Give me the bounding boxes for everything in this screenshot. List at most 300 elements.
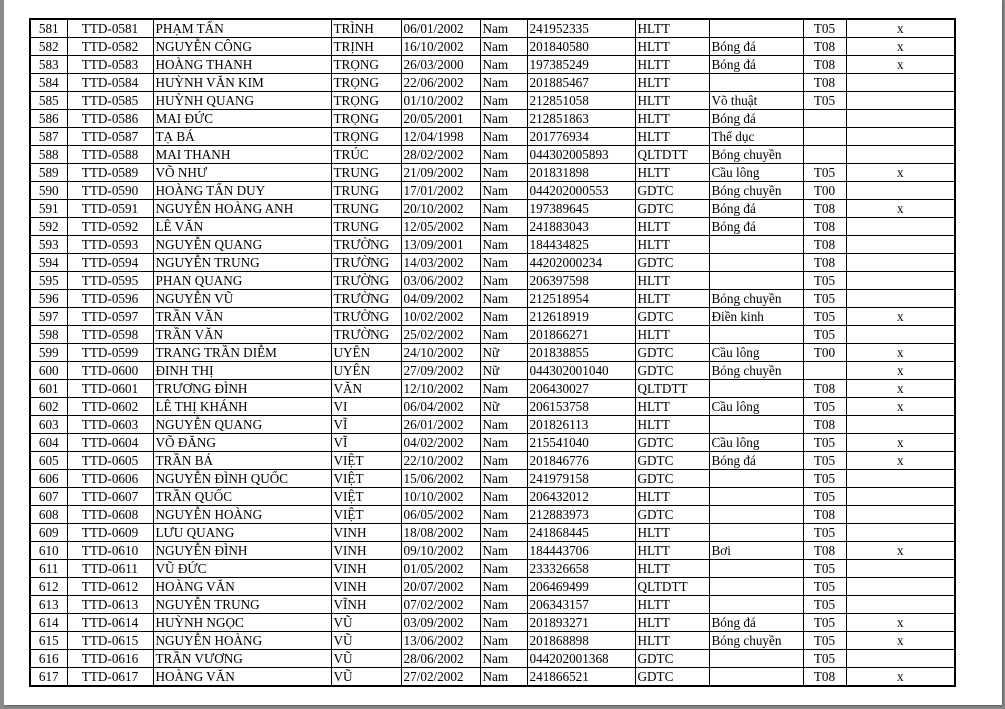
given-name-cell: TRỌNG	[331, 56, 401, 74]
mark-cell: x	[846, 668, 955, 687]
group-code-cell	[803, 110, 846, 128]
major-cell: GDTC	[635, 200, 709, 218]
date-of-birth-cell: 16/10/2002	[401, 38, 480, 56]
gender-cell: Nam	[480, 272, 527, 290]
given-name-cell: VIỆT	[331, 506, 401, 524]
date-of-birth-cell: 12/10/2002	[401, 380, 480, 398]
given-name-cell: VINH	[331, 578, 401, 596]
given-name-cell: UYÊN	[331, 344, 401, 362]
id-number-cell: 201838855	[527, 344, 635, 362]
mark-cell: x	[846, 614, 955, 632]
table-row	[30, 452, 955, 470]
sport-cell: Bóng đá	[709, 614, 803, 632]
major-cell: HLTT	[635, 398, 709, 416]
sport-cell	[709, 416, 803, 434]
gender-cell: Nam	[480, 614, 527, 632]
gender-cell: Nam	[480, 488, 527, 506]
gender-cell: Nam	[480, 19, 527, 38]
gender-cell: Nam	[480, 416, 527, 434]
table-row	[30, 398, 955, 416]
given-name-cell: VŨ	[331, 632, 401, 650]
sport-cell: Cầu lông	[709, 344, 803, 362]
id-number-cell: 241883043	[527, 218, 635, 236]
row-number-cell: 610	[30, 542, 67, 560]
major-cell: HLTT	[635, 632, 709, 650]
sport-cell: Bóng đá	[709, 452, 803, 470]
student-code-cell: TTD-0614	[67, 614, 153, 632]
gender-cell: Nam	[480, 506, 527, 524]
table-row	[30, 560, 955, 578]
sport-cell: Thể dục	[709, 128, 803, 146]
student-code-cell: TTD-0585	[67, 92, 153, 110]
gender-cell: Nam	[480, 218, 527, 236]
date-of-birth-cell: 10/10/2002	[401, 488, 480, 506]
sport-cell	[709, 380, 803, 398]
family-middle-name-cell: NGUYỄN TRUNG	[153, 254, 331, 272]
student-code-cell: TTD-0588	[67, 146, 153, 164]
given-name-cell: TRƯỜNG	[331, 290, 401, 308]
major-cell: GDTC	[635, 434, 709, 452]
row-number-cell: 598	[30, 326, 67, 344]
table-row	[30, 416, 955, 434]
major-cell: QLTDTT	[635, 578, 709, 596]
family-middle-name-cell: NGUYỄN TRUNG	[153, 596, 331, 614]
date-of-birth-cell: 28/06/2002	[401, 650, 480, 668]
gender-cell: Nam	[480, 146, 527, 164]
student-code-cell: TTD-0607	[67, 488, 153, 506]
row-number-cell: 582	[30, 38, 67, 56]
family-middle-name-cell: NGUYỄN CÔNG	[153, 38, 331, 56]
sport-cell	[709, 578, 803, 596]
family-middle-name-cell: HUỲNH NGỌC	[153, 614, 331, 632]
mark-cell	[846, 92, 955, 110]
id-number-cell: 212851058	[527, 92, 635, 110]
family-middle-name-cell: NGUYỄN VŨ	[153, 290, 331, 308]
group-code-cell: T05	[803, 650, 846, 668]
id-number-cell: 197389645	[527, 200, 635, 218]
sport-cell	[709, 254, 803, 272]
major-cell: HLTT	[635, 236, 709, 254]
id-number-cell: 212851863	[527, 110, 635, 128]
student-code-cell: TTD-0609	[67, 524, 153, 542]
date-of-birth-cell: 28/02/2002	[401, 146, 480, 164]
given-name-cell: VĨ	[331, 434, 401, 452]
mark-cell	[846, 236, 955, 254]
row-number-cell: 588	[30, 146, 67, 164]
table-row	[30, 470, 955, 488]
family-middle-name-cell: TRẦN VĂN	[153, 326, 331, 344]
student-code-cell: TTD-0612	[67, 578, 153, 596]
id-number-cell: 044202000553	[527, 182, 635, 200]
given-name-cell: TRỌNG	[331, 74, 401, 92]
student-code-cell: TTD-0611	[67, 560, 153, 578]
date-of-birth-cell: 09/10/2002	[401, 542, 480, 560]
major-cell: HLTT	[635, 19, 709, 38]
sport-cell	[709, 668, 803, 687]
mark-cell: x	[846, 308, 955, 326]
mark-cell	[846, 146, 955, 164]
table-row	[30, 308, 955, 326]
given-name-cell: TRỌNG	[331, 128, 401, 146]
row-number-cell: 604	[30, 434, 67, 452]
id-number-cell: 184434825	[527, 236, 635, 254]
mark-cell	[846, 650, 955, 668]
table-row	[30, 614, 955, 632]
student-code-cell: TTD-0615	[67, 632, 153, 650]
table-row	[30, 218, 955, 236]
group-code-cell: T08	[803, 254, 846, 272]
row-number-cell: 581	[30, 19, 67, 38]
given-name-cell: TRƯỜNG	[331, 254, 401, 272]
major-cell: GDTC	[635, 362, 709, 380]
table-row	[30, 326, 955, 344]
sport-cell: Bóng chuyền	[709, 362, 803, 380]
student-code-cell: TTD-0582	[67, 38, 153, 56]
family-middle-name-cell: TRƯƠNG ĐÌNH	[153, 380, 331, 398]
sport-cell	[709, 596, 803, 614]
mark-cell: x	[846, 398, 955, 416]
id-number-cell: 241952335	[527, 19, 635, 38]
id-number-cell: 201826113	[527, 416, 635, 434]
group-code-cell: T08	[803, 416, 846, 434]
row-number-cell: 617	[30, 668, 67, 687]
table-row	[30, 38, 955, 56]
group-code-cell: T08	[803, 236, 846, 254]
mark-cell: x	[846, 200, 955, 218]
family-middle-name-cell: TẠ BÁ	[153, 128, 331, 146]
gender-cell: Nam	[480, 326, 527, 344]
date-of-birth-cell: 04/02/2002	[401, 434, 480, 452]
group-code-cell: T00	[803, 182, 846, 200]
given-name-cell: VINH	[331, 542, 401, 560]
student-code-cell: TTD-0617	[67, 668, 153, 687]
given-name-cell: VŨ	[331, 650, 401, 668]
date-of-birth-cell: 20/07/2002	[401, 578, 480, 596]
sport-cell: Bơi	[709, 542, 803, 560]
sport-cell	[709, 272, 803, 290]
id-number-cell: 241868445	[527, 524, 635, 542]
given-name-cell: TRUNG	[331, 218, 401, 236]
row-number-cell: 613	[30, 596, 67, 614]
given-name-cell: TRỌNG	[331, 92, 401, 110]
gender-cell: Nam	[480, 560, 527, 578]
student-code-cell: TTD-0605	[67, 452, 153, 470]
group-code-cell: T05	[803, 19, 846, 38]
gender-cell: Nam	[480, 380, 527, 398]
gender-cell: Nam	[480, 578, 527, 596]
date-of-birth-cell: 12/05/2002	[401, 218, 480, 236]
given-name-cell: VĂN	[331, 380, 401, 398]
mark-cell: x	[846, 19, 955, 38]
id-number-cell: 201866271	[527, 326, 635, 344]
row-number-cell: 607	[30, 488, 67, 506]
sport-cell: Bóng chuyền	[709, 182, 803, 200]
date-of-birth-cell: 15/06/2002	[401, 470, 480, 488]
group-code-cell: T08	[803, 668, 846, 687]
id-number-cell: 206469499	[527, 578, 635, 596]
sport-cell: Võ thuật	[709, 92, 803, 110]
date-of-birth-cell: 20/10/2002	[401, 200, 480, 218]
student-code-cell: TTD-0604	[67, 434, 153, 452]
group-code-cell: T05	[803, 596, 846, 614]
sport-cell: Bóng đá	[709, 110, 803, 128]
major-cell: GDTC	[635, 668, 709, 687]
given-name-cell: VĨ	[331, 416, 401, 434]
gender-cell: Nam	[480, 164, 527, 182]
major-cell: GDTC	[635, 650, 709, 668]
major-cell: QLTDTT	[635, 146, 709, 164]
id-number-cell: 044302005893	[527, 146, 635, 164]
row-number-cell: 585	[30, 92, 67, 110]
table-row	[30, 596, 955, 614]
row-number-cell: 596	[30, 290, 67, 308]
group-code-cell: T05	[803, 434, 846, 452]
date-of-birth-cell: 18/08/2002	[401, 524, 480, 542]
family-middle-name-cell: TRẦN QUỐC	[153, 488, 331, 506]
group-code-cell: T08	[803, 200, 846, 218]
table-row	[30, 236, 955, 254]
date-of-birth-cell: 25/02/2002	[401, 326, 480, 344]
given-name-cell: TRỌNG	[331, 110, 401, 128]
family-middle-name-cell: PHAN QUANG	[153, 272, 331, 290]
mark-cell	[846, 110, 955, 128]
mark-cell	[846, 560, 955, 578]
student-code-cell: TTD-0610	[67, 542, 153, 560]
table-row	[30, 74, 955, 92]
id-number-cell: 206397598	[527, 272, 635, 290]
date-of-birth-cell: 03/09/2002	[401, 614, 480, 632]
student-code-cell: TTD-0594	[67, 254, 153, 272]
row-number-cell: 611	[30, 560, 67, 578]
major-cell: GDTC	[635, 470, 709, 488]
mark-cell	[846, 182, 955, 200]
table-row	[30, 380, 955, 398]
gender-cell: Nam	[480, 308, 527, 326]
gender-cell: Nam	[480, 524, 527, 542]
group-code-cell: T05	[803, 488, 846, 506]
student-code-cell: TTD-0581	[67, 19, 153, 38]
family-middle-name-cell: HUỲNH QUANG	[153, 92, 331, 110]
gender-cell: Nam	[480, 56, 527, 74]
major-cell: HLTT	[635, 218, 709, 236]
gender-cell: Nam	[480, 650, 527, 668]
major-cell: QLTDTT	[635, 380, 709, 398]
row-number-cell: 583	[30, 56, 67, 74]
table-row	[30, 578, 955, 596]
sport-cell: Điền kinh	[709, 308, 803, 326]
major-cell: HLTT	[635, 128, 709, 146]
family-middle-name-cell: TRẦN VĂN	[153, 308, 331, 326]
table-row	[30, 290, 955, 308]
gender-cell: Nam	[480, 290, 527, 308]
student-code-cell: TTD-0602	[67, 398, 153, 416]
mark-cell: x	[846, 344, 955, 362]
date-of-birth-cell: 13/06/2002	[401, 632, 480, 650]
date-of-birth-cell: 06/04/2002	[401, 398, 480, 416]
row-number-cell: 608	[30, 506, 67, 524]
group-code-cell: T05	[803, 470, 846, 488]
id-number-cell: 044302001040	[527, 362, 635, 380]
id-number-cell: 201831898	[527, 164, 635, 182]
row-number-cell: 615	[30, 632, 67, 650]
table-row	[30, 650, 955, 668]
gender-cell: Nam	[480, 452, 527, 470]
row-number-cell: 591	[30, 200, 67, 218]
student-code-cell: TTD-0591	[67, 200, 153, 218]
student-code-cell: TTD-0598	[67, 326, 153, 344]
family-middle-name-cell: NGUYỄN ĐÌNH	[153, 542, 331, 560]
gender-cell: Nữ	[480, 398, 527, 416]
mark-cell	[846, 74, 955, 92]
family-middle-name-cell: HOÀNG TẤN DUY	[153, 182, 331, 200]
group-code-cell: T05	[803, 614, 846, 632]
student-code-cell: TTD-0596	[67, 290, 153, 308]
student-code-cell: TTD-0606	[67, 470, 153, 488]
document-page	[4, 0, 1002, 705]
family-middle-name-cell: NGUYỄN HOÀNG	[153, 632, 331, 650]
gender-cell: Nam	[480, 434, 527, 452]
row-number-cell: 586	[30, 110, 67, 128]
group-code-cell: T08	[803, 218, 846, 236]
date-of-birth-cell: 06/05/2002	[401, 506, 480, 524]
family-middle-name-cell: HOÀNG VĂN	[153, 578, 331, 596]
major-cell: HLTT	[635, 92, 709, 110]
mark-cell: x	[846, 380, 955, 398]
major-cell: GDTC	[635, 182, 709, 200]
given-name-cell: VŨ	[331, 614, 401, 632]
family-middle-name-cell: ĐINH THỊ	[153, 362, 331, 380]
row-number-cell: 599	[30, 344, 67, 362]
date-of-birth-cell: 26/03/2000	[401, 56, 480, 74]
row-number-cell: 612	[30, 578, 67, 596]
date-of-birth-cell: 04/09/2002	[401, 290, 480, 308]
major-cell: HLTT	[635, 110, 709, 128]
row-number-cell: 609	[30, 524, 67, 542]
row-number-cell: 606	[30, 470, 67, 488]
major-cell: GDTC	[635, 308, 709, 326]
family-middle-name-cell: HOÀNG THANH	[153, 56, 331, 74]
mark-cell	[846, 596, 955, 614]
mark-cell: x	[846, 362, 955, 380]
group-code-cell: T05	[803, 398, 846, 416]
gender-cell: Nữ	[480, 344, 527, 362]
sport-cell	[709, 524, 803, 542]
group-code-cell	[803, 146, 846, 164]
table-row	[30, 344, 955, 362]
given-name-cell: VINH	[331, 560, 401, 578]
id-number-cell: 206343157	[527, 596, 635, 614]
mark-cell	[846, 272, 955, 290]
table-row	[30, 488, 955, 506]
major-cell: GDTC	[635, 344, 709, 362]
id-number-cell: 44202000234	[527, 254, 635, 272]
date-of-birth-cell: 13/09/2001	[401, 236, 480, 254]
sport-cell	[709, 236, 803, 254]
major-cell: HLTT	[635, 272, 709, 290]
date-of-birth-cell: 21/09/2002	[401, 164, 480, 182]
given-name-cell: TRƯỜNG	[331, 272, 401, 290]
gender-cell: Nam	[480, 110, 527, 128]
table-row	[30, 254, 955, 272]
gender-cell: Nam	[480, 470, 527, 488]
group-code-cell: T05	[803, 524, 846, 542]
group-code-cell: T00	[803, 344, 846, 362]
major-cell: HLTT	[635, 56, 709, 74]
family-middle-name-cell: NGUYỄN QUANG	[153, 236, 331, 254]
major-cell: GDTC	[635, 506, 709, 524]
family-middle-name-cell: VÕ NHƯ	[153, 164, 331, 182]
date-of-birth-cell: 06/01/2002	[401, 19, 480, 38]
family-middle-name-cell: NGUYỄN HOÀNG ANH	[153, 200, 331, 218]
major-cell: GDTC	[635, 452, 709, 470]
sport-cell: Bóng chuyền	[709, 632, 803, 650]
family-middle-name-cell: PHẠM TẤN	[153, 19, 331, 38]
table-row	[30, 632, 955, 650]
group-code-cell: T08	[803, 380, 846, 398]
table-row	[30, 164, 955, 182]
student-code-cell: TTD-0616	[67, 650, 153, 668]
id-number-cell: 212518954	[527, 290, 635, 308]
table-row	[30, 146, 955, 164]
id-number-cell: 241979158	[527, 470, 635, 488]
table-row	[30, 200, 955, 218]
group-code-cell: T05	[803, 164, 846, 182]
student-table	[29, 18, 956, 687]
gender-cell: Nam	[480, 200, 527, 218]
student-code-cell: TTD-0589	[67, 164, 153, 182]
major-cell: HLTT	[635, 596, 709, 614]
date-of-birth-cell: 17/01/2002	[401, 182, 480, 200]
mark-cell	[846, 218, 955, 236]
group-code-cell: T05	[803, 560, 846, 578]
table-row	[30, 434, 955, 452]
gender-cell: Nam	[480, 182, 527, 200]
sport-cell	[709, 560, 803, 578]
sport-cell	[709, 326, 803, 344]
id-number-cell: 241866521	[527, 668, 635, 687]
family-middle-name-cell: NGUYỄN ĐÌNH QUỐC	[153, 470, 331, 488]
group-code-cell: T08	[803, 56, 846, 74]
id-number-cell: 201776934	[527, 128, 635, 146]
row-number-cell: 592	[30, 218, 67, 236]
date-of-birth-cell: 27/09/2002	[401, 362, 480, 380]
date-of-birth-cell: 22/06/2002	[401, 74, 480, 92]
major-cell: HLTT	[635, 542, 709, 560]
group-code-cell: T05	[803, 308, 846, 326]
student-code-cell: TTD-0590	[67, 182, 153, 200]
major-cell: HLTT	[635, 524, 709, 542]
student-code-cell: TTD-0595	[67, 272, 153, 290]
student-code-cell: TTD-0592	[67, 218, 153, 236]
row-number-cell: 614	[30, 614, 67, 632]
id-number-cell: 197385249	[527, 56, 635, 74]
student-code-cell: TTD-0600	[67, 362, 153, 380]
family-middle-name-cell: HUỲNH VĂN KIM	[153, 74, 331, 92]
given-name-cell: TRUNG	[331, 182, 401, 200]
given-name-cell: VIỆT	[331, 488, 401, 506]
group-code-cell: T05	[803, 92, 846, 110]
major-cell: HLTT	[635, 38, 709, 56]
given-name-cell: VŨ	[331, 668, 401, 687]
id-number-cell: 206432012	[527, 488, 635, 506]
id-number-cell: 215541040	[527, 434, 635, 452]
major-cell: HLTT	[635, 290, 709, 308]
major-cell: HLTT	[635, 416, 709, 434]
major-cell: HLTT	[635, 74, 709, 92]
student-code-cell: TTD-0584	[67, 74, 153, 92]
id-number-cell: 233326658	[527, 560, 635, 578]
id-number-cell: 206153758	[527, 398, 635, 416]
